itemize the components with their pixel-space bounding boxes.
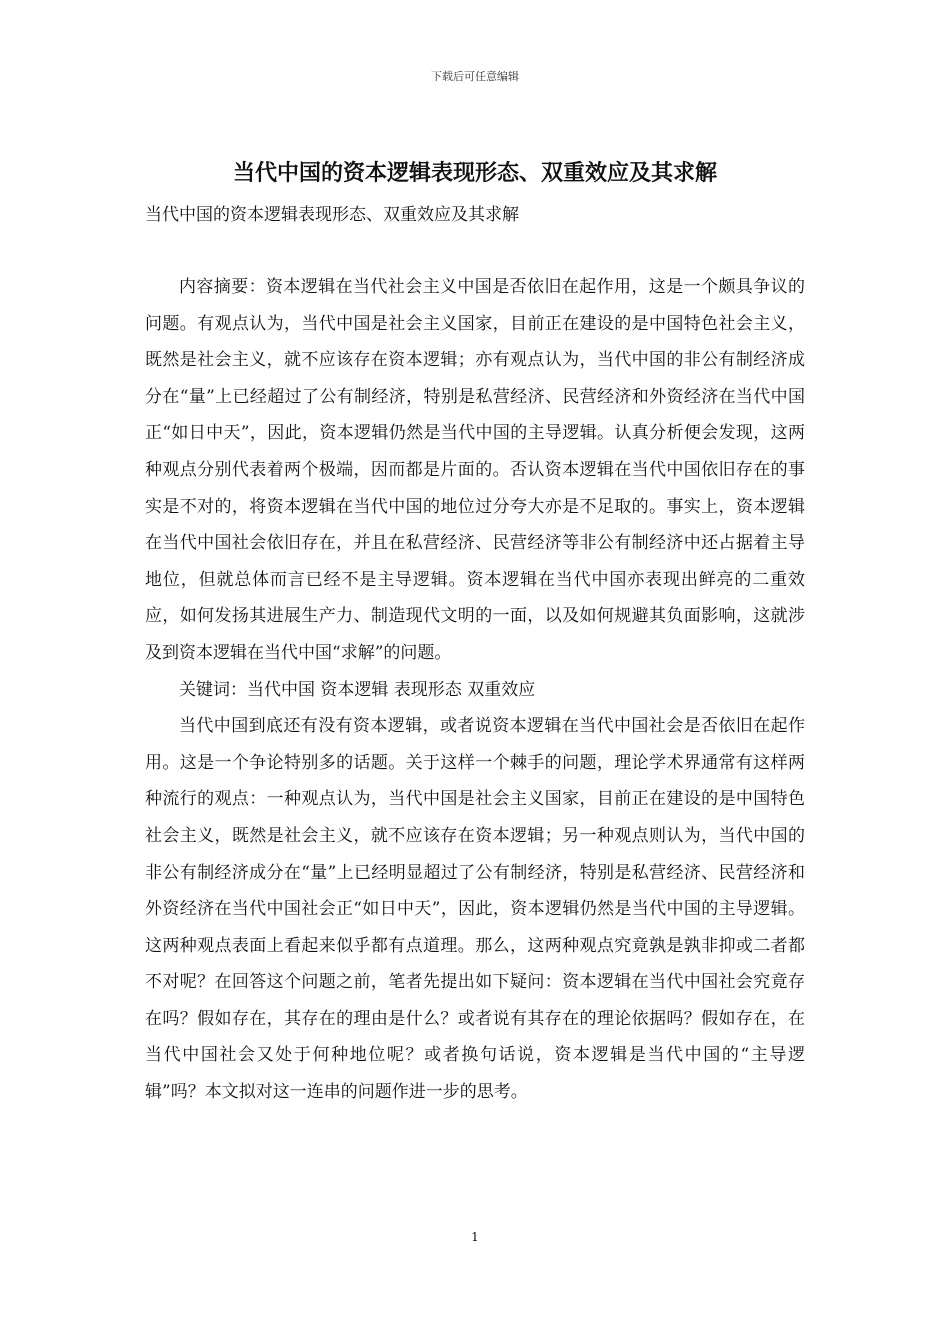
document-subtitle: 当代中国的资本逻辑表现形态、双重效应及其求解 xyxy=(145,205,519,225)
keywords-paragraph: 关键词：当代中国 资本逻辑 表现形态 双重效应 xyxy=(179,679,536,700)
intro-paragraph: 当代中国到底还有没有资本逻辑，或者说资本逻辑在当代中国社会是否依旧在起作用。这是一个争论特别多的话题。关于这样一个棘手的问题，理论学术界通常有这样两种流行的观点：一种观点认为，当代中国是社会主义国家，目前正在建设的是中国特色社会主义，既然是社会主义，就不应该存在资本逻辑；另一种观点则认为，当代中国的非公有制经济成分在“量”上已经明显超过了公有制经济，特别是私营经济、民营经济和外资经济在当代中国社会正“如日中天”，因此，资本逻辑仍然是当代中国的主导逻辑。这两种观点表面上看起来似乎都有点道理。那么，这两种观点究竟孰是孰非抑或二者都不对呢？在回答这个问题之前，笔者先提出如下疑问：资本逻辑在当代中国社会究竟存在吗？假如存在，其存在的理由是什么？或者说有其存在的理论依据吗？假如存在，在当代中国社会又处于何种地位呢？或者换句话说，资本逻辑是当代中国的“主导逻辑”吗？本文拟对这一连串的问题作进一步的思考。 xyxy=(145,716,805,1103)
page-header-note: 下载后可任意编辑 xyxy=(431,70,519,83)
document-body xyxy=(145,269,805,1111)
abstract-paragraph: 内容摘要：资本逻辑在当代社会主义中国是否依旧在起作用，这是一个颇具争议的问题。有观点认为，当代中国是社会主义国家，目前正在建设的是中国特色社会主义，既然是社会主义，就不应该存在资本逻辑；亦有观点认为，当代中国的非公有制经济成分在“量”上已经超过了公有制经济，特别是私营经济、民营经济和外资经济在当代中国正“如日中天”，因此，资本逻辑仍然是当代中国的主导逻辑。认真分析便会发现，这两种观点分别代表着两个极端，因而都是片面的。否认资本逻辑在当代中国依旧存在的事实是不对的，将资本逻辑在当代中国的地位过分夸大亦是不足取的。事实上，资本逻辑在当代中国社会依旧存在，并且在私营经济、民营经济等非公有制经济中还占据着主导地位，但就总体而言已经不是主导逻辑。资本逻辑在当代中国亦表现出鲜亮的二重效应，如何发扬其进展生产力、制造现代文明的一面，以及如何规避其负面影响，这就涉及到资本逻辑在当代中国“求解”的问题。 xyxy=(145,277,805,663)
document-title: 当代中国的资本逻辑表现形态、双重效应及其求解 xyxy=(232,160,717,186)
page-number: 1 xyxy=(471,1230,479,1244)
